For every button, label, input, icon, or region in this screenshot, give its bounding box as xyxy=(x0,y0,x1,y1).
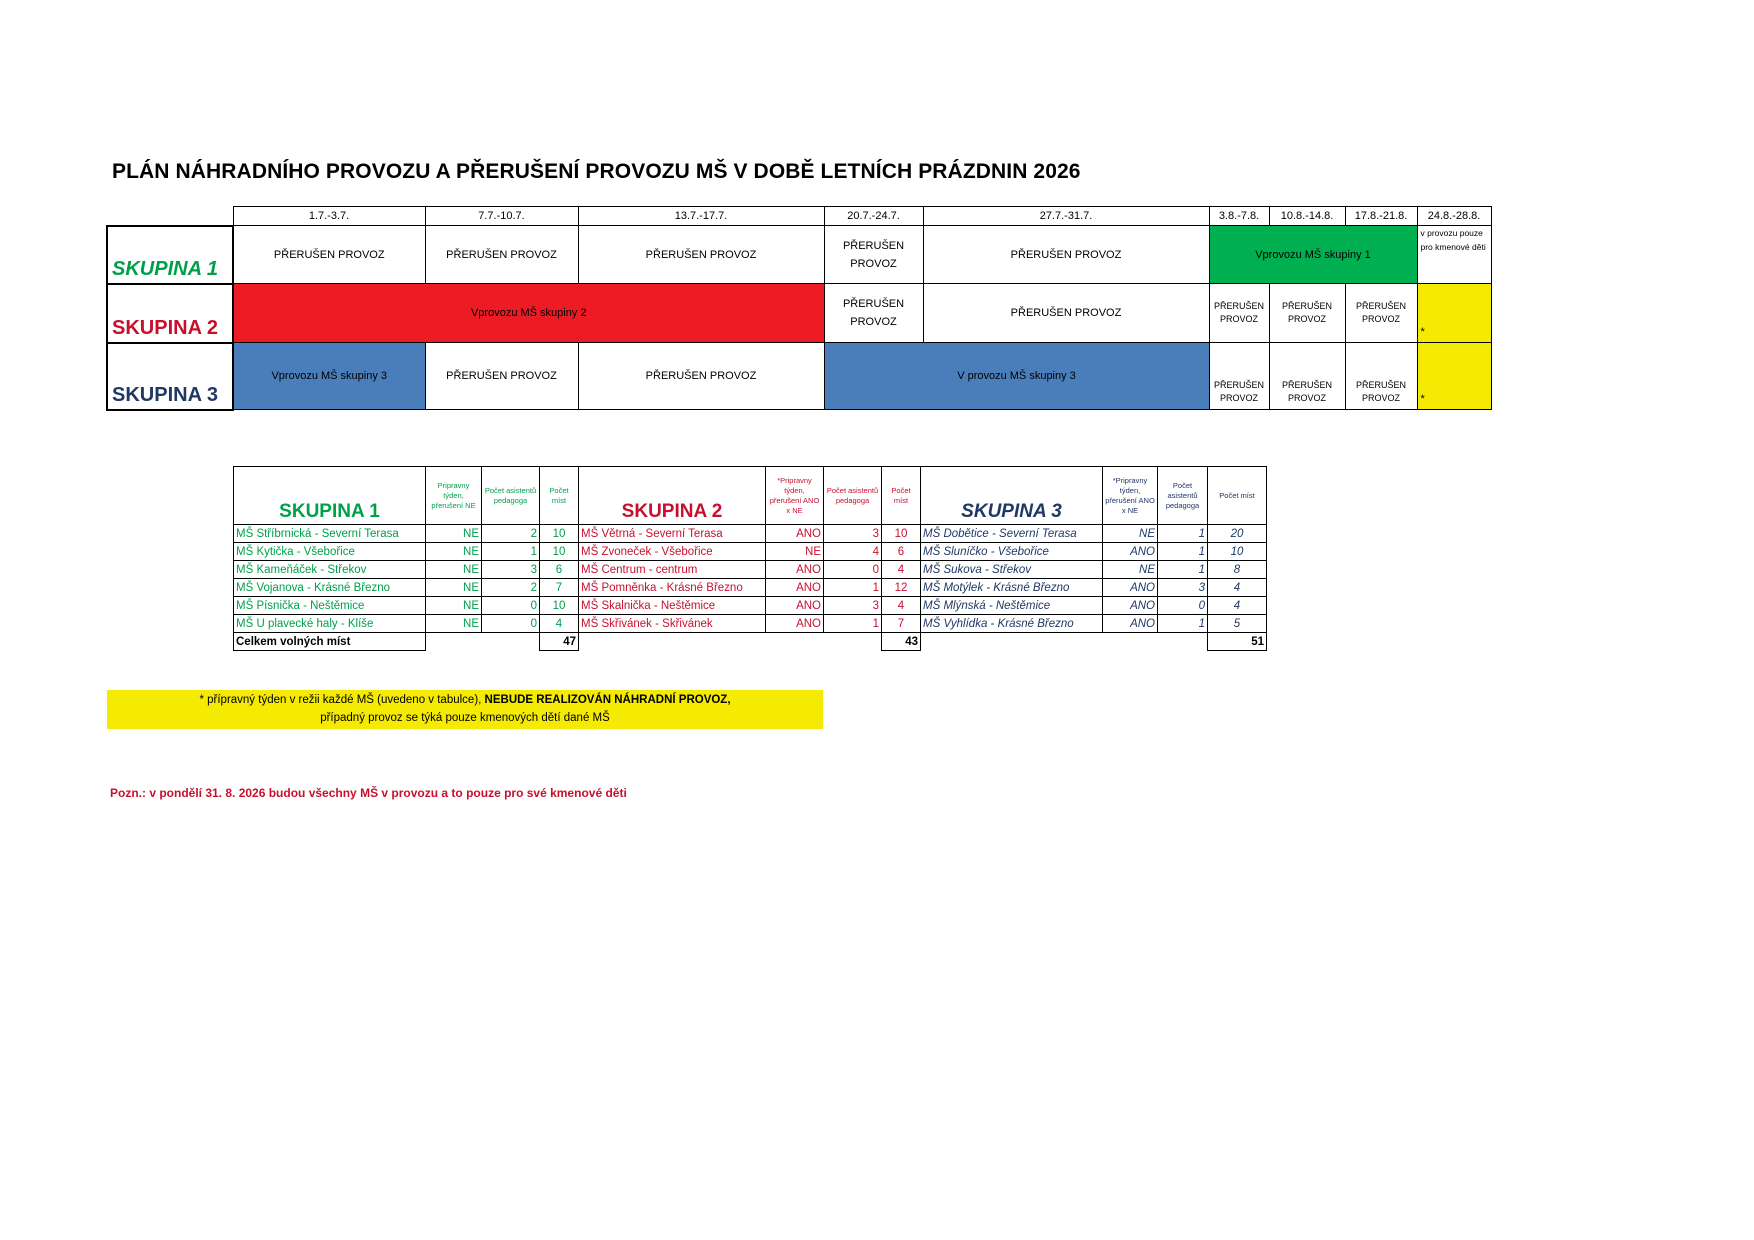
note-text: případný provoz se týká pouze kmenových dětí dané MŠ xyxy=(320,712,610,724)
week-header: 1.7.-3.7. xyxy=(233,207,425,226)
core-children-cell: v provozu pouze pro kmenové děti xyxy=(1417,226,1491,284)
assistants-value: 2 xyxy=(482,525,540,543)
school-name-g3: MŠ Motýlek - Krásné Březno xyxy=(921,579,1103,597)
table-row xyxy=(234,561,1267,579)
interrupted-cell: PŘERUŠEN PROVOZ xyxy=(1269,343,1345,410)
places-value: 10 xyxy=(882,525,921,543)
week-header: 7.7.-10.7. xyxy=(425,207,578,226)
prep-week-value: ANO xyxy=(1103,579,1158,597)
operation-cell-group-1: Vprovozu MŠ skupiny 1 xyxy=(1209,226,1417,284)
school-name-g3: MŠ Sluníčko - Všebořice xyxy=(921,543,1103,561)
prep-week-header: *Pripravny týden, přerušení ANO x NE xyxy=(766,467,824,525)
note-text: * přípravný týden v režii každé MŠ (uvedeno v tabulce), xyxy=(199,694,485,706)
table-row xyxy=(234,525,1267,543)
schedule-row-group-2 xyxy=(107,284,1491,343)
assistants-value: 3 xyxy=(824,597,882,615)
prep-week-value: NE xyxy=(766,543,824,561)
interrupted-cell: PŘERUŠEN PROVOZ xyxy=(923,284,1209,343)
schedule-row-group-1 xyxy=(107,226,1491,284)
interrupted-cell: PŘERUŠEN PROVOZ xyxy=(578,226,824,284)
interrupted-cell: PŘERUŠEN PROVOZ xyxy=(1345,343,1417,410)
prep-week-cell: * xyxy=(1417,284,1491,343)
prep-week-header: *Pripravny týden, přerušení ANO x NE xyxy=(1103,467,1158,525)
table-row xyxy=(234,597,1267,615)
schedule-row-group-3 xyxy=(107,343,1491,410)
interrupted-cell: PŘERUŠEN PROVOZ xyxy=(824,226,923,284)
places-value: 4 xyxy=(1208,597,1267,615)
prep-week-value: NE xyxy=(1103,525,1158,543)
school-name-g2: MŠ Centrum - centrum xyxy=(579,561,766,579)
school-name-g1: MŠ Kytička - Všebořice xyxy=(234,543,426,561)
prep-week-value: ANO xyxy=(1103,543,1158,561)
operation-cell-group-3: Vprovozu MŠ skupiny 3 xyxy=(233,343,425,410)
school-name-g2: MŠ Pomněnka - Krásné Březno xyxy=(579,579,766,597)
places-value: 12 xyxy=(882,579,921,597)
prep-week-value: NE xyxy=(1103,561,1158,579)
total-group-2: 43 xyxy=(882,633,921,651)
school-name-g2: MŠ Skřivánek - Skřivánek xyxy=(579,615,766,633)
prep-week-value: ANO xyxy=(766,579,824,597)
school-name-g3: MŠ Sukova - Střekov xyxy=(921,561,1103,579)
places-value: 10 xyxy=(540,543,579,561)
prep-week-value: NE xyxy=(426,525,482,543)
week-header: 17.8.-21.8. xyxy=(1345,207,1417,226)
assistants-header: Počet asistentů pedagoga xyxy=(1158,467,1208,525)
table-row xyxy=(234,543,1267,561)
places-value: 8 xyxy=(1208,561,1267,579)
places-value: 4 xyxy=(882,597,921,615)
assistants-header: Počet asistentů pedagoga xyxy=(824,467,882,525)
assistants-value: 2 xyxy=(482,579,540,597)
places-value: 10 xyxy=(540,525,579,543)
school-name-g1: MŠ Písnička - Neštěmice xyxy=(234,597,426,615)
interrupted-cell: PŘERUŠEN PROVOZ xyxy=(1209,343,1269,410)
assistants-value: 1 xyxy=(482,543,540,561)
places-value: 10 xyxy=(1208,543,1267,561)
school-name-g2: MŠ Větrná - Severní Terasa xyxy=(579,525,766,543)
total-group-1: 47 xyxy=(540,633,579,651)
prep-week-value: NE xyxy=(426,615,482,633)
group-label: SKUPINA 1 xyxy=(107,226,233,284)
week-header: 3.8.-7.8. xyxy=(1209,207,1269,226)
week-header: 27.7.-31.7. xyxy=(923,207,1209,226)
interrupted-cell: PŘERUŠEN PROVOZ xyxy=(923,226,1209,284)
interrupted-cell: PŘERUŠEN PROVOZ xyxy=(1209,284,1269,343)
week-header: 13.7.-17.7. xyxy=(578,207,824,226)
schools-table xyxy=(233,466,1267,651)
places-header: Počet míst xyxy=(1208,467,1267,525)
assistants-value: 0 xyxy=(1158,597,1208,615)
places-header: Počet míst xyxy=(882,467,921,525)
assistants-value: 1 xyxy=(1158,561,1208,579)
places-header: Počet míst xyxy=(540,467,579,525)
schools-header-row xyxy=(234,467,1267,525)
prep-week-value: ANO xyxy=(766,597,824,615)
prep-week-cell: * xyxy=(1417,343,1491,410)
week-header: 24.8.-28.8. xyxy=(1417,207,1491,226)
footnote: Pozn.: v pondělí 31. 8. 2026 budou všechny MŠ v provozu a to pouze pro své kmenové děti xyxy=(110,786,627,800)
note-emphasis: NEBUDE REALIZOVÁN NÁHRADNÍ PROVOZ, xyxy=(484,694,731,706)
school-name-g3: MŠ Vyhlídka - Krásné Březno xyxy=(921,615,1103,633)
totals-row xyxy=(234,633,1267,651)
school-name-g2: MŠ Zvoneček - Všebořice xyxy=(579,543,766,561)
school-name-g1: MŠ Kameňáček - Střekov xyxy=(234,561,426,579)
assistants-value: 3 xyxy=(1158,579,1208,597)
places-value: 4 xyxy=(882,561,921,579)
school-name-g1: MŠ Stříbrnická - Severní Terasa xyxy=(234,525,426,543)
assistants-value: 1 xyxy=(1158,615,1208,633)
schedule-header-row xyxy=(107,207,1491,226)
interrupted-cell: PŘERUŠEN PROVOZ xyxy=(578,343,824,410)
school-name-g2: MŠ Skalnička - Neštěmice xyxy=(579,597,766,615)
places-value: 6 xyxy=(882,543,921,561)
schedule-table xyxy=(106,206,1492,411)
assistants-value: 0 xyxy=(482,615,540,633)
school-name-g3: MŠ Mlýnská - Neštěmice xyxy=(921,597,1103,615)
week-header: 20.7.-24.7. xyxy=(824,207,923,226)
prep-week-header: Pripravny týden, přerušení NE xyxy=(426,467,482,525)
operation-cell-group-3: V provozu MŠ skupiny 3 xyxy=(824,343,1209,410)
prep-week-value: NE xyxy=(426,597,482,615)
places-value: 20 xyxy=(1208,525,1267,543)
assistants-value: 4 xyxy=(824,543,882,561)
places-value: 5 xyxy=(1208,615,1267,633)
assistants-value: 1 xyxy=(1158,525,1208,543)
assistants-value: 1 xyxy=(824,615,882,633)
total-label: Celkem volných míst xyxy=(234,633,426,651)
assistants-value: 1 xyxy=(824,579,882,597)
table-row xyxy=(234,579,1267,597)
school-name-g1: MŠ U plavecké haly - Klíše xyxy=(234,615,426,633)
interrupted-cell: PŘERUŠEN PROVOZ xyxy=(1345,284,1417,343)
week-header: 10.8.-14.8. xyxy=(1269,207,1345,226)
prep-week-value: NE xyxy=(426,561,482,579)
places-value: 10 xyxy=(540,597,579,615)
corner-cell xyxy=(107,207,233,226)
interrupted-cell: PŘERUŠEN PROVOZ xyxy=(824,284,923,343)
prep-week-value: ANO xyxy=(766,525,824,543)
prep-week-value: NE xyxy=(426,543,482,561)
school-name-g3: MŠ Dobětice - Severní Terasa xyxy=(921,525,1103,543)
group-3-heading: SKUPINA 3 xyxy=(921,467,1103,525)
prep-week-value: ANO xyxy=(766,561,824,579)
page-title: PLÁN NÁHRADNÍHO PROVOZU A PŘERUŠENÍ PROVOZU MŠ V DOBĚ LETNÍCH PRÁZDNIN 2026 xyxy=(112,160,1081,183)
places-value: 6 xyxy=(540,561,579,579)
interrupted-cell: PŘERUŠEN PROVOZ xyxy=(425,226,578,284)
assistants-value: 0 xyxy=(824,561,882,579)
places-value: 7 xyxy=(882,615,921,633)
places-value: 4 xyxy=(540,615,579,633)
prep-week-value: ANO xyxy=(766,615,824,633)
total-group-3: 51 xyxy=(1208,633,1267,651)
prep-week-value: ANO xyxy=(1103,615,1158,633)
assistants-value: 3 xyxy=(482,561,540,579)
group-1-heading: SKUPINA 1 xyxy=(234,467,426,525)
group-label: SKUPINA 2 xyxy=(107,284,233,343)
prep-week-note xyxy=(107,690,823,729)
interrupted-cell: PŘERUŠEN PROVOZ xyxy=(425,343,578,410)
assistants-value: 0 xyxy=(482,597,540,615)
prep-week-value: ANO xyxy=(1103,597,1158,615)
operation-cell-group-2: Vprovozu MŠ skupiny 2 xyxy=(233,284,824,343)
interrupted-cell: PŘERUŠEN PROVOZ xyxy=(1269,284,1345,343)
places-value: 4 xyxy=(1208,579,1267,597)
group-label: SKUPINA 3 xyxy=(107,343,233,410)
school-name-g1: MŠ Vojanova - Krásné Březno xyxy=(234,579,426,597)
prep-week-value: NE xyxy=(426,579,482,597)
table-row xyxy=(234,615,1267,633)
interrupted-cell: PŘERUŠEN PROVOZ xyxy=(233,226,425,284)
assistants-value: 3 xyxy=(824,525,882,543)
assistants-header: Počet asistentů pedagoga xyxy=(482,467,540,525)
group-2-heading: SKUPINA 2 xyxy=(579,467,766,525)
places-value: 7 xyxy=(540,579,579,597)
assistants-value: 1 xyxy=(1158,543,1208,561)
